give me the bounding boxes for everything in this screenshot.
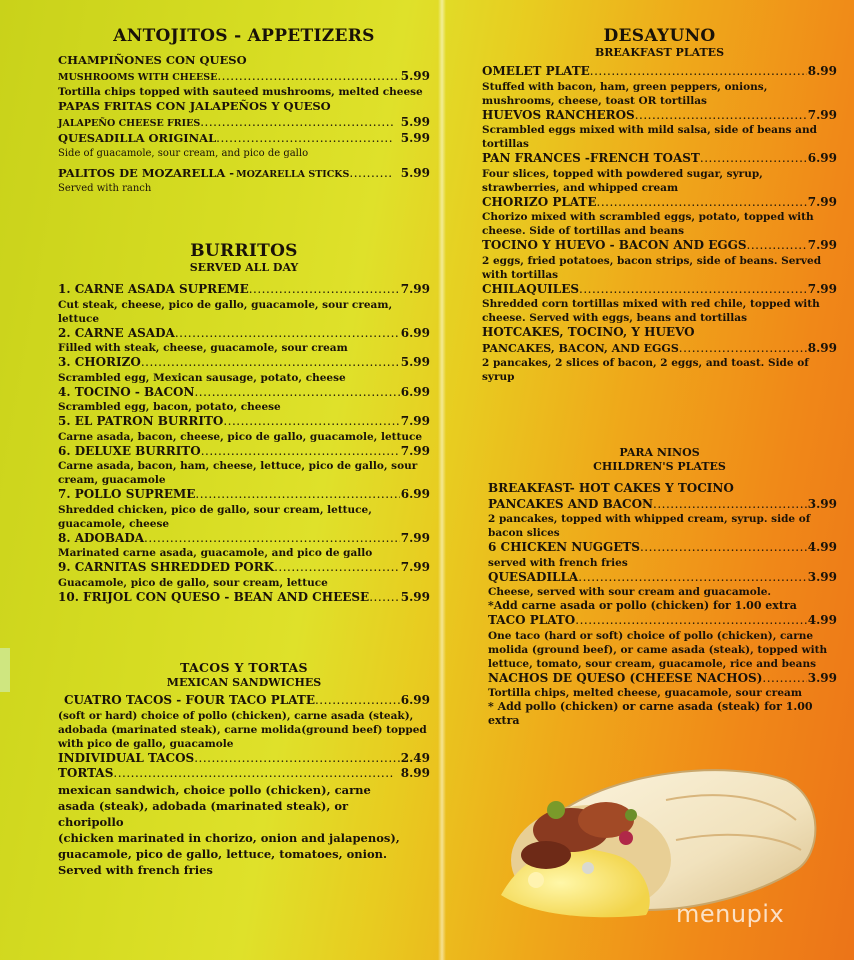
item-name: 4. TOCINO - BACON bbox=[58, 384, 195, 399]
menu-item bbox=[58, 414, 430, 444]
menu-item bbox=[482, 238, 837, 282]
item-price: 7.99 bbox=[807, 238, 837, 252]
menu-item bbox=[488, 540, 837, 570]
item-desc: Stuffed with bacon, ham, green peppers, onions, mushrooms, cheese, toast OR tortillas bbox=[482, 80, 768, 107]
item-name: TOCINO Y HUEVO - BACON AND EGGS bbox=[482, 238, 747, 252]
item-price: 6.99 bbox=[400, 693, 430, 707]
item-name: CHILAQUILES bbox=[482, 281, 580, 296]
item-price: 7.99 bbox=[807, 107, 837, 122]
menu-item bbox=[58, 166, 430, 197]
item-desc: Filled with steak, cheese, guacamole, sour cream bbox=[58, 342, 348, 354]
menu-item bbox=[482, 325, 837, 384]
item-desc: One taco (hard or soft) choice of pollo (chicken), carne molida (ground beef), or came asada (steak), topped with lettuce, tomato, sour cream, guacamole, rice and beans bbox=[488, 629, 828, 670]
item-desc: Side of guacamole, sour cream, and pico de gallo bbox=[58, 147, 309, 159]
item-price: 3.99 bbox=[807, 496, 837, 511]
item-name: TACO PLATO bbox=[488, 613, 576, 627]
watermark: menupix bbox=[676, 900, 785, 928]
section-subtitle: SERVED ALL DAY bbox=[189, 261, 299, 274]
menu-item bbox=[488, 570, 837, 614]
item-name: OMELET PLATE bbox=[482, 64, 590, 78]
item-name: HOTCAKES, TOCINO, Y HUEVO bbox=[482, 325, 695, 339]
menu-item bbox=[58, 444, 430, 488]
menu-item bbox=[58, 326, 430, 356]
item-subname: MOZARELLA STICKS bbox=[236, 168, 350, 180]
item-desc: 2 pancakes, 2 slices of bacon, 2 eggs, and toast. Side of syrup bbox=[482, 357, 809, 383]
menu-item bbox=[58, 53, 430, 99]
kids-section bbox=[482, 446, 837, 728]
section-subtitle: MEXICAN SANDWICHES bbox=[166, 676, 322, 689]
item-name: 3. CHORIZO bbox=[58, 355, 141, 369]
section-title: TACOS Y TORTAS bbox=[180, 660, 308, 675]
menu-item bbox=[488, 671, 837, 729]
item-name: NACHOS DE QUESO (CHEESE NACHOS) bbox=[488, 670, 763, 685]
section-subtitle: BREAKFAST PLATES bbox=[594, 46, 725, 59]
item-price: 4.99 bbox=[807, 613, 837, 627]
menu-item bbox=[58, 487, 430, 531]
item-desc: (soft or hard) choice of pollo (chicken), carne asada (steak), adobada (marinated steak), carne molida(ground beef) topped with pico de gallo, guacamole bbox=[58, 709, 427, 750]
page-fold bbox=[438, 0, 446, 960]
item-price: 5.99 bbox=[400, 589, 430, 604]
menu-item bbox=[488, 613, 837, 671]
menu-item bbox=[482, 64, 837, 108]
item-price: 5.99 bbox=[400, 355, 430, 369]
item-desc: Carne asada, bacon, cheese, pico de gallo, guacamole, lettuce bbox=[58, 430, 423, 443]
item-desc-line: choripollo bbox=[58, 814, 124, 829]
item-name: CHORIZO PLATE bbox=[482, 194, 597, 209]
item-desc: Carne asada, bacon, ham, cheese, lettuce, pico de gallo, sour cream, guacamole bbox=[58, 460, 418, 486]
item-desc: Cheese, served with sour cream and guacamole. bbox=[488, 586, 772, 598]
menu-item bbox=[58, 590, 430, 606]
menu-item bbox=[58, 282, 430, 326]
item-price: 4.99 bbox=[807, 540, 837, 554]
menu-item bbox=[482, 151, 837, 195]
item-name: INDIVIDUAL TACOS bbox=[58, 750, 195, 765]
item-price: 5.99 bbox=[400, 114, 430, 129]
menu-item bbox=[58, 385, 430, 415]
item-price: 5.99 bbox=[400, 165, 430, 180]
item-desc: Tortilla chips, melted cheese, guacamole, sour cream bbox=[488, 687, 802, 699]
menu-item bbox=[488, 497, 837, 541]
item-name: PALITOS DE MOZARELLA - bbox=[58, 165, 235, 180]
menu-item bbox=[58, 99, 430, 131]
item-price: 3.99 bbox=[807, 569, 837, 584]
item-name: 2. CARNE ASADA bbox=[58, 325, 175, 340]
item-price: 5.99 bbox=[400, 131, 430, 145]
menu-item bbox=[58, 355, 430, 385]
item-desc-line: (chicken marinated in chorizo, onion and jalapenos), bbox=[58, 830, 400, 845]
item-name: 6 CHICKEN NUGGETS bbox=[488, 540, 640, 554]
item-extra: *Add carne asada or pollo (chicken) for 1.00 extra bbox=[488, 599, 797, 612]
item-desc: Marinated carne asada, guacamole, and pico de gallo bbox=[58, 547, 373, 559]
item-desc: Scrambled egg, bacon, potato, cheese bbox=[58, 401, 281, 413]
menu-item bbox=[58, 693, 430, 751]
item-price: 7.99 bbox=[807, 281, 837, 296]
item-price: 6.99 bbox=[400, 384, 430, 399]
item-desc: Shredded corn tortillas mixed with red chile, topped with cheese. Served with eggs, beans and tortillas bbox=[482, 298, 820, 324]
item-desc: Scrambled egg, Mexican sausage, potato, cheese bbox=[58, 371, 346, 384]
item-name: 6. DELUXE BURRITO bbox=[58, 443, 201, 458]
menu-item bbox=[482, 195, 837, 239]
item-name: 8. ADOBADA bbox=[58, 530, 145, 545]
item-desc: Chorizo mixed with scrambled eggs, potato, topped with cheese. Side of tortillas and beans bbox=[482, 211, 814, 237]
kids-heading: BREAKFAST- HOT CAKES Y TOCINO bbox=[488, 481, 734, 495]
item-name: CHAMPIÑONES CON QUESO bbox=[58, 53, 247, 67]
item-desc-line: mexican sandwich, choice pollo (chicken), carne bbox=[58, 782, 371, 797]
item-desc-line: guacamole, pico de gallo, lettuce, tomatoes, onion. bbox=[58, 846, 388, 861]
breakfast-section bbox=[482, 26, 837, 384]
burritos-section bbox=[58, 241, 430, 605]
section-title: DESAYUNO bbox=[603, 26, 716, 46]
item-price: 7.99 bbox=[400, 282, 430, 296]
item-price: 8.99 bbox=[807, 340, 837, 355]
item-name: 10. FRIJOL CON QUESO - BEAN AND CHEESE bbox=[58, 589, 370, 604]
item-desc: Cut steak, cheese, pico de gallo, guacamole, sour cream, lettuce bbox=[58, 298, 393, 325]
item-desc: 2 eggs, fried potatoes, bacon strips, side of beans. Served with tortillas bbox=[482, 254, 822, 281]
section-title: PARA NINOS bbox=[619, 446, 700, 459]
menu-item bbox=[482, 108, 837, 152]
item-subname: MUSHROOMS WITH CHEESE bbox=[58, 71, 218, 83]
item-name: 9. CARNITAS SHREDDED PORK bbox=[58, 560, 275, 574]
item-desc: Guacamole, pico de gallo, sour cream, lettuce bbox=[58, 576, 328, 589]
item-desc: Shredded chicken, pico de gallo, sour cream, lettuce, guacamole, cheese bbox=[58, 503, 372, 530]
item-name: 5. EL PATRON BURRITO bbox=[58, 414, 224, 428]
page-edge-tab bbox=[0, 648, 10, 692]
menu-item bbox=[482, 282, 837, 326]
menu-item bbox=[58, 751, 430, 767]
section-title: ANTOJITOS - APPETIZERS bbox=[113, 26, 375, 46]
item-price: 6.99 bbox=[400, 487, 430, 501]
menu-item bbox=[58, 766, 430, 878]
item-name: PAN FRANCES -FRENCH TOAST bbox=[482, 151, 700, 165]
item-desc: Tortilla chips topped with sauteed mushrooms, melted cheese bbox=[58, 86, 423, 98]
tacos-section bbox=[58, 660, 430, 878]
item-price: 7.99 bbox=[400, 530, 430, 545]
item-desc: served with french fries bbox=[488, 556, 628, 569]
item-desc: Served with ranch bbox=[58, 183, 152, 194]
item-price: 7.99 bbox=[400, 560, 430, 574]
item-desc-line: Served with french fries bbox=[58, 862, 213, 877]
item-name: 7. POLLO SUPREME bbox=[58, 487, 196, 501]
section-subtitle: CHILDREN'S PLATES bbox=[593, 460, 726, 473]
menu-item bbox=[58, 131, 430, 161]
item-desc: 2 pancakes, topped with whipped cream, syrup. side of bacon slices bbox=[488, 513, 811, 539]
item-price: 8.99 bbox=[807, 64, 837, 78]
item-name: 1. CARNE ASADA SUPREME bbox=[58, 282, 249, 296]
item-name: HUEVOS RANCHEROS bbox=[482, 107, 635, 122]
item-name: PAPAS FRITAS CON JALAPEÑOS Y QUESO bbox=[58, 99, 331, 113]
item-price: 6.99 bbox=[400, 325, 430, 340]
item-price: 7.99 bbox=[807, 194, 837, 209]
item-price: 5.99 bbox=[400, 68, 430, 83]
item-price: 7.99 bbox=[400, 443, 430, 458]
item-name: TORTAS bbox=[58, 766, 114, 780]
item-extra: * Add pollo (chicken) or carne asada (steak) for 1.00 extra bbox=[488, 700, 813, 727]
item-name: QUESADILLA bbox=[488, 569, 579, 584]
item-desc: Four slices, topped with powdered sugar, syrup, strawberries, and whipped cream bbox=[482, 167, 763, 194]
item-name: CUATRO TACOS - FOUR TACO PLATE bbox=[64, 693, 315, 707]
item-price: 8.99 bbox=[400, 766, 430, 780]
menu-item bbox=[58, 531, 430, 561]
item-subname: PANCAKES, BACON, AND EGGS bbox=[482, 341, 679, 355]
item-name: PANCAKES AND BACON bbox=[488, 496, 653, 511]
item-desc-line: asada (steak), adobada (marinated steak), or bbox=[58, 798, 349, 813]
section-title: BURRITOS bbox=[190, 241, 298, 261]
item-name: QUESADILLA ORIGINAL bbox=[58, 131, 217, 145]
item-price: 2.49 bbox=[400, 750, 430, 765]
item-price: 7.99 bbox=[400, 414, 430, 428]
appetizers-section bbox=[58, 26, 430, 196]
item-desc: Scrambled eggs mixed with mild salsa, side of beans and tortillas bbox=[482, 124, 817, 150]
item-subname: JALAPEÑO CHEESE FRIES bbox=[58, 117, 201, 129]
menu-item bbox=[58, 560, 430, 590]
item-price: 6.99 bbox=[807, 151, 837, 165]
item-price: 3.99 bbox=[807, 670, 837, 685]
